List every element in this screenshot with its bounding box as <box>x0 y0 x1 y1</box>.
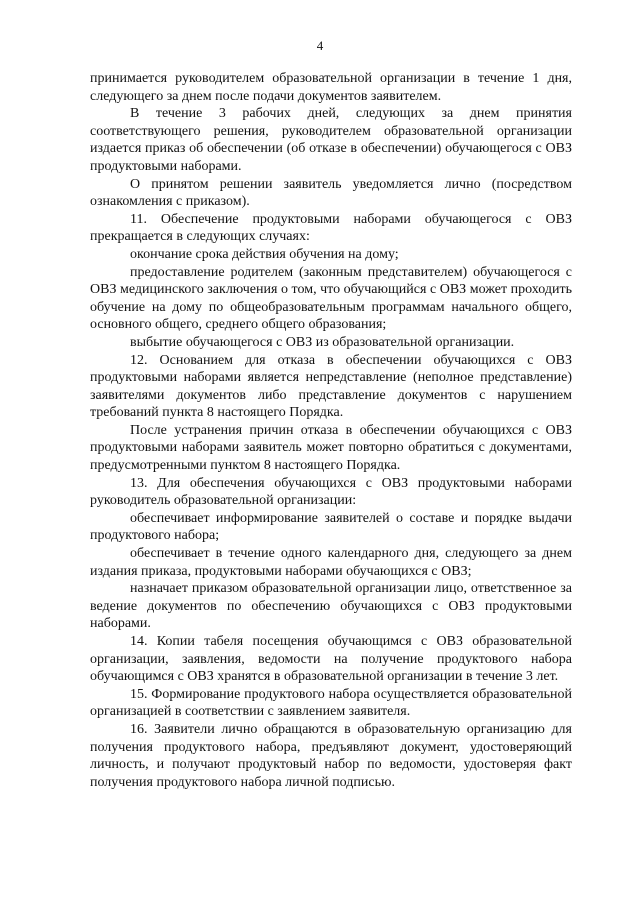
paragraph: выбытие обучающегося с ОВЗ из образовательной организации. <box>130 334 515 350</box>
paragraph: 14. Копии табеля посещения обучающимся с ОВЗ образовательной организации, заявления, ведомости на получение продуктового набора обучающимся с ОВЗ хранятся в образовательной организации в течение 3 лет. <box>90 634 572 685</box>
paragraph: обеспечивает в течение одного календарного дня, следующего за днем издания приказа, продуктовыми наборами обучающихся с ОВЗ; <box>90 546 572 579</box>
paragraph: назначает приказом образовательной организации лицо, ответственное за ведение документов по обеспечению обучающихся с ОВЗ продуктовыми наборами. <box>90 581 572 632</box>
paragraph: окончание срока действия обучения на дому; <box>130 246 399 262</box>
paragraph: В течение 3 рабочих дней, следующих за днем принятия соответствующего решения, руководителем образовательной организации издается приказ об обеспечении (об отказе в обеспечении) обучающегося с ОВЗ продуктовыми наборами. <box>90 106 572 174</box>
paragraph: обеспечивает информирование заявителей о составе и порядке выдачи продуктового набора; <box>90 510 572 544</box>
paragraph: 11. Обеспечение продуктовыми наборами обучающегося с ОВЗ прекращается в следующих случаях: <box>90 211 572 245</box>
paragraph: 12. Основанием для отказа в обеспечении обучающихся с ОВЗ продуктовыми наборами является непредставление (неполное представление) заявителями документов либо представление документов с нарушением требований пункта 8 настоящего Порядка. <box>90 352 572 421</box>
paragraph: 16. Заявители лично обращаются в образовательную организацию для получения продуктового набора, предъявляют документ, удостоверяющий личность, и получают продуктовый набор по ведомости, удостоверяя факт получения продуктового набора личной подписью. <box>90 721 572 790</box>
paragraph: 15. Формирование продуктового набора осуществляется образовательной организацией в соответствии с заявлением заявителя. <box>90 686 572 720</box>
page-number: 4 <box>316 38 324 53</box>
document-body <box>90 70 572 791</box>
paragraph: После устранения причин отказа в обеспечении обучающихся с ОВЗ продуктовыми наборами заявитель может повторно обратиться с документами, предусмотренными пунктом 8 настоящего Порядка. <box>90 422 572 474</box>
paragraph: 13. Для обеспечения обучающихся с ОВЗ продуктовыми наборами руководитель образовательной организации: <box>90 475 572 509</box>
paragraph: принимается руководителем образовательной организации в течение 1 дня, следующего за днем после подачи документов заявителем. <box>90 71 572 104</box>
paragraph: О принятом решении заявитель уведомляется лично (посредством ознакомления с приказом). <box>90 176 572 210</box>
paragraph: предоставление родителем (законным представителем) обучающегося с ОВЗ медицинского заключения о том, что обучающийся с ОВЗ может проходить обучение на дому по общеобразовательным программам начального общего, основного общего, среднего общего образования; <box>90 264 572 333</box>
